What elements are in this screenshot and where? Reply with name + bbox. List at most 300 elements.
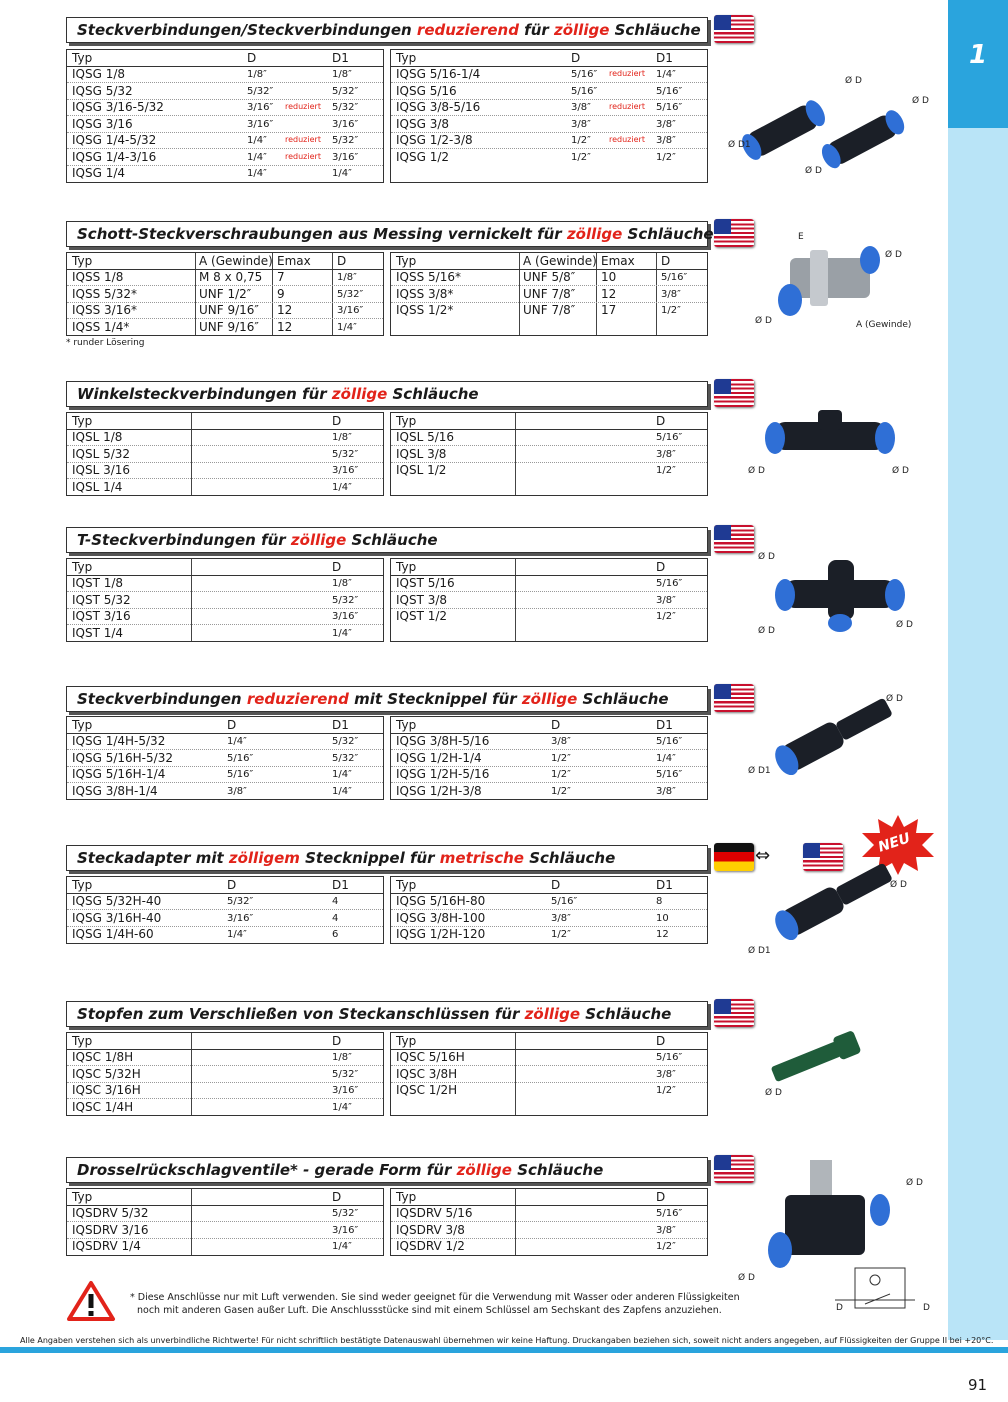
title-part: zöllige [456,1161,512,1179]
value-cell: 3/16″ [332,152,359,163]
flow-control-symbol [835,1264,915,1318]
table-row [67,608,383,625]
dimension-label: D [923,1303,930,1313]
type-code: IQST 3/16 [72,609,131,623]
value-cell: 12 [277,303,293,317]
value-cell: 3/8″ [656,1069,676,1080]
table-row [391,1238,707,1254]
table-row [67,1222,383,1239]
table-row [67,319,383,335]
value-cell: 5/16″ [656,578,683,589]
chapter-number: 1 [968,40,988,70]
value-cell: 5/16″ [656,769,683,780]
title-part: zöllige [521,690,578,708]
header-cell: Typ [396,718,417,732]
value-cell: 1/2″ [661,305,681,316]
title-part: - gerade Form für [297,1161,457,1179]
value-cell: 12 [656,929,669,940]
table-row [67,766,383,783]
title-part: Stecknippel für [299,849,440,867]
value-cell: 1/2″ [656,1085,676,1096]
value-cell: 3/8″ [661,289,681,300]
double-arrow-icon: ⇔ [755,845,771,866]
dimension-label: Ø D1 [748,946,771,956]
table-row [67,733,383,750]
title-part: für [518,21,554,39]
table-row [391,1066,707,1083]
type-code: IQSG 1/2H-1/4 [396,751,482,765]
table-row [391,750,707,767]
table-row [391,1205,707,1222]
table-header [67,1189,383,1206]
table-row [391,302,707,318]
value-cell: 5/32″ [332,1208,359,1219]
table-row [391,149,707,165]
header-cell: Typ [396,560,417,574]
right-spec-table [390,1032,708,1116]
reduced-label: reduziert [609,69,645,78]
right-spec-table [390,252,708,336]
straight-connector-image [728,70,928,184]
left-spec-table [66,1188,384,1256]
bulkhead-connector-image [770,238,890,332]
warning-icon [66,1280,116,1322]
table-row [67,1049,383,1066]
type-code: IQSL 3/16 [72,463,131,477]
section-title-box [66,845,708,871]
value-cell: M 8 x 0,75 [199,270,263,284]
dimension-label: Ø D [906,1178,923,1188]
table-row [67,286,383,303]
header-cell: D [332,1190,342,1204]
header-cell: Typ [396,51,417,65]
table-row [391,893,707,910]
type-code: IQSL 3/8 [396,447,447,461]
chapter-tab-strip [948,0,1008,1340]
value-cell: 1/2″ [551,929,571,940]
left-spec-table [66,49,384,183]
table-row [67,625,383,641]
table-row [391,462,707,478]
type-code: IQSDRV 5/16 [396,1206,473,1220]
type-code: IQST 1/4 [72,626,124,640]
title-part: * [290,1161,298,1179]
value-cell: 5/32″ [337,289,364,300]
value-cell: 3/8″ [656,1225,676,1236]
value-cell: 3/8″ [656,595,676,606]
title-part: Stopfen zum Verschließen von Steckanschlüssen für [77,1005,525,1023]
value-cell: 1/4″ [227,736,247,747]
header-cell: Typ [396,254,417,268]
title-part: zöllige [554,21,610,39]
dimension-label: A (Gewinde) [856,320,912,330]
header-cell: D [656,560,666,574]
value-cell: 4 [332,896,339,907]
table-row [67,269,383,286]
table-row [67,1066,383,1083]
value-cell: 1/2″ [551,769,571,780]
value-cell: 1/4″ [227,929,247,940]
section-title [77,225,714,243]
value-cell: 5/16″ [227,769,254,780]
value-cell: UNF 7/8″ [523,287,576,301]
title-part: reduzierend [246,690,349,708]
value-cell: 17 [601,303,617,317]
table-row [67,910,383,927]
type-code: IQSG 1/2-3/8 [396,133,473,147]
type-code: IQSC 3/16H [72,1083,141,1097]
value-cell: 1/8″ [332,432,352,443]
value-cell: UNF 9/16″ [199,320,259,334]
value-cell: 12 [601,287,617,301]
warning-line-2: noch mit anderen Gasen außer Luft. Die Anschlussstücke sind mit einem Schlüssel am Sechskant des Zapfens anzuziehen. [137,1305,722,1316]
table-row [391,766,707,783]
header-cell: D1 [656,51,673,65]
header-cell: Typ [396,878,417,892]
type-code: IQSG 3/8H-1/4 [72,784,158,798]
table-row [391,132,707,149]
header-cell: Emax [277,254,311,268]
type-code: IQSG 1/4-5/32 [72,133,157,147]
type-code: IQSS 5/32* [72,287,137,301]
header-cell: Typ [72,718,93,732]
type-code: IQSG 3/16-5/32 [72,100,164,114]
header-cell: D [656,1034,666,1048]
title-part: zöllige [331,385,388,403]
type-code: IQSG 5/32 [72,84,133,98]
header-cell: Typ [72,1034,93,1048]
table-row [67,99,383,116]
right-spec-table [390,716,708,800]
type-code: IQSDRV 5/32 [72,1206,149,1220]
value-cell: 3/16″ [332,611,359,622]
value-cell: 5/16″ [656,432,683,443]
type-code: IQSG 3/16 [72,117,133,131]
title-part: Steckverbindungen [77,690,247,708]
value-cell: UNF 5/8″ [523,270,576,284]
table-row [67,1205,383,1222]
type-code: IQSS 1/2* [396,303,454,317]
table-header [391,413,707,430]
value-cell: 5/16″ [551,896,578,907]
value-cell: 1/4″ [656,753,676,764]
type-code: IQSG 1/4H-60 [72,927,154,941]
value-cell: 9 [277,287,285,301]
type-code: IQSC 1/8H [72,1050,134,1064]
section-title [77,1161,603,1179]
dimension-label: Ø D [758,626,775,636]
dimension-label: Ø D [886,694,903,704]
title-part: mit Stecknippel für [348,690,522,708]
value-cell: 3/8″ [656,119,676,130]
tee-connector-image [770,555,910,639]
header-cell: D [571,51,581,65]
header-cell: Typ [72,1190,93,1204]
value-cell: 5/32″ [332,595,359,606]
type-code: IQST 3/8 [396,593,448,607]
title-part: metrische [439,849,524,867]
type-code: IQSDRV 3/16 [72,1223,149,1237]
right-spec-table [390,49,708,183]
dimension-label: Ø D1 [728,140,751,150]
value-cell: 5/16″ [571,69,598,80]
value-cell: 1/4″ [247,135,267,146]
header-cell: Typ [396,414,417,428]
type-code: IQST 5/16 [396,576,455,590]
type-code: IQSL 5/16 [396,430,455,444]
header-cell: D1 [332,51,349,65]
value-cell: 1/2″ [656,1241,676,1252]
type-code: IQSC 5/16H [396,1050,465,1064]
reduced-label: reduziert [609,102,645,111]
section-title-box [66,221,714,247]
table-row [391,99,707,116]
title-part: Schläuche [580,1005,672,1023]
value-cell: 1/4″ [247,168,267,179]
header-cell: Typ [396,1190,417,1204]
warning-line-1: * Diese Anschlüsse nur mit Luft verwenden. Sie sind weder geeignet für die Verwendung mit Wasser oder anderen Flüssigkeiten [130,1292,740,1303]
title-part: Steckverbindungen/Steckverbindungen [77,21,417,39]
value-cell: 5/32″ [227,896,254,907]
type-code: IQSG 5/16H-5/32 [72,751,173,765]
value-cell: 5/16″ [656,1208,683,1219]
value-cell: 1/4″ [332,168,352,179]
value-cell: 1/4″ [656,69,676,80]
value-cell: 5/16″ [656,86,683,97]
value-cell: 1/8″ [337,272,357,283]
value-cell: 1/2″ [551,753,571,764]
section-title-box [66,527,708,553]
value-cell: 3/16″ [247,119,274,130]
reduced-label: reduziert [285,152,321,161]
header-cell: D [551,878,561,892]
type-code: IQSC 5/32H [72,1067,141,1081]
type-code: IQST 1/8 [72,576,124,590]
dimension-label: Ø D [912,96,929,106]
type-code: IQSG 5/16H-1/4 [72,767,166,781]
header-cell: Typ [72,51,93,65]
value-cell: 1/4″ [332,628,352,639]
table-row [391,429,707,446]
type-code: IQSS 1/8 [72,270,124,284]
table-row [67,575,383,592]
value-cell: 1/4″ [332,1102,352,1113]
left-spec-table [66,558,384,642]
value-cell: 5/16″ [661,272,688,283]
type-code: IQSG 3/8 [396,117,450,131]
value-cell: 10 [656,913,669,924]
table-row [391,783,707,799]
dimension-label: Ø D [845,76,862,86]
section-title-box [66,1001,708,1027]
value-cell: 3/16″ [332,1225,359,1236]
type-code: IQSG 3/16H-40 [72,911,162,925]
table-row [391,1082,707,1098]
table-header [391,1033,707,1050]
title-part: Schläuche [622,225,714,243]
dimension-label: Ø D [896,620,913,630]
table-header [391,717,707,734]
value-cell: 5/32″ [332,1069,359,1080]
value-cell: 12 [277,320,293,334]
table-row [391,66,707,83]
table-header [391,253,707,270]
value-cell: 3/16″ [332,1085,359,1096]
table-row [391,446,707,463]
dimension-label: Ø D [890,880,907,890]
dimension-label: Ø D [758,552,775,562]
dimension-label: Ø D [738,1273,755,1283]
reducer-nipple-image [760,695,900,779]
left-spec-table [66,412,384,496]
table-row [67,1238,383,1254]
value-cell: 5/16″ [656,102,683,113]
table-header [391,1189,707,1206]
header-cell: Typ [72,560,93,574]
title-part: zöllige [524,1005,581,1023]
title-part: Schott-Steckverschraubungen aus Messing vernickelt für [77,225,567,243]
header-cell: D1 [656,718,673,732]
table-header [391,877,707,894]
dimension-label: Ø D [892,466,909,476]
table-row [391,1049,707,1066]
title-part: T-Steckverbindungen für [77,531,291,549]
table-row [391,269,707,286]
type-code: IQSL 5/32 [72,447,131,461]
footer-disclaimer: Alle Angaben verstehen sich als unverbindliche Richtwerte! Für nicht schriftlich bestätigte Datenauswahl übernehmen wir keine Haftung. Druckangaben beziehen sich, soweit nicht anders angegeben, auf Flüssigkeiten der Gruppe II bei +20°C. [20,1336,994,1345]
table-row [67,165,383,181]
value-cell: 5/32″ [247,86,274,97]
table-row [391,575,707,592]
table-header [391,50,707,67]
header-cell: Typ [72,878,93,892]
header-cell: D1 [332,878,349,892]
usa-flag-icon [714,219,754,247]
value-cell: 3/8″ [656,786,676,797]
table-row [67,462,383,479]
usa-flag-icon [714,15,754,43]
type-code: IQSS 3/16* [72,303,137,317]
title-part: Schläuche [387,385,479,403]
value-cell: 5/16″ [571,86,598,97]
value-cell: 5/16″ [656,1052,683,1063]
value-cell: 1/4″ [337,322,357,333]
type-code: IQSG 1/8 [72,67,126,81]
type-code: IQSG 1/2H-120 [396,927,486,941]
value-cell: UNF 1/2″ [199,287,252,301]
table-row [391,116,707,133]
table-row [67,1082,383,1099]
dimension-label: Ø D [755,316,772,326]
value-cell: 3/16″ [227,913,254,924]
table-header [67,413,383,430]
reduced-label: reduziert [285,135,321,144]
value-cell: 5/32″ [332,102,359,113]
title-part: Drosselrückschlagventile [77,1161,291,1179]
section-title [77,531,438,549]
reduced-label: reduziert [609,135,645,144]
type-code: IQSDRV 1/4 [72,1239,141,1253]
value-cell: 1/4″ [332,1241,352,1252]
value-cell: 3/8″ [571,102,591,113]
value-cell: 5/32″ [332,86,359,97]
type-code: IQST 1/2 [396,609,448,623]
value-cell: 3/16″ [247,102,274,113]
right-spec-table [390,876,708,944]
table-row [67,750,383,767]
section-title-box [66,381,708,407]
type-code: IQSG 3/8-5/16 [396,100,481,114]
table-row [67,66,383,83]
header-cell: D [227,878,237,892]
table-row [67,479,383,495]
title-part: Schläuche [346,531,438,549]
type-code: IQSG 1/2H-5/16 [396,767,490,781]
title-part: zölligem [228,849,300,867]
type-code: IQSC 1/4H [72,1100,134,1114]
type-code: IQSG 5/16-1/4 [396,67,481,81]
dimension-label: Ø D [885,250,902,260]
header-cell: D1 [656,878,673,892]
value-cell: 5/32″ [332,736,359,747]
left-spec-table [66,716,384,800]
header-cell: D [551,718,561,732]
value-cell: 1/8″ [332,69,352,80]
type-code: IQSG 1/4-3/16 [72,150,157,164]
title-part: Schläuche [577,690,669,708]
value-cell: 3/8″ [571,119,591,130]
header-cell: Typ [72,414,93,428]
header-cell: D [332,414,342,428]
table-header [67,50,383,67]
header-cell: D [332,1034,342,1048]
value-cell: UNF 9/16″ [199,303,259,317]
value-cell: 3/8″ [227,786,247,797]
header-cell: D [337,254,347,268]
value-cell: 1/2″ [551,786,571,797]
type-code: IQSC 1/2H [396,1083,458,1097]
dimension-label: Ø D1 [748,766,771,776]
title-part: Schläuche [523,849,616,867]
type-code: IQSL 1/2 [396,463,447,477]
germany-flag-icon [714,843,754,871]
type-code: IQSC 3/8H [396,1067,458,1081]
table-header [67,559,383,576]
value-cell: 3/16″ [337,305,364,316]
dimension-label: Ø D [765,1088,782,1098]
table-row [391,592,707,609]
value-cell: 1/8″ [247,69,267,80]
table-header [67,253,383,270]
header-cell: A (Gewinde) [523,254,597,268]
page-number: 91 [968,1376,988,1394]
title-part: Schläuche [511,1161,604,1179]
right-spec-table [390,412,708,496]
plug-image [760,1022,870,1096]
table-row [391,926,707,942]
reduced-label: reduziert [285,102,321,111]
type-code: IQSL 1/8 [72,430,123,444]
value-cell: 1/4″ [332,786,352,797]
header-cell: D [661,254,671,268]
header-cell: D [656,1190,666,1204]
type-code: IQSG 3/8H-5/16 [396,734,490,748]
type-code: IQSG 1/2 [396,150,450,164]
title-part: Steckadapter mit [77,849,229,867]
type-code: IQSS 5/16* [396,270,461,284]
header-cell: D [332,560,342,574]
table-row [67,149,383,166]
